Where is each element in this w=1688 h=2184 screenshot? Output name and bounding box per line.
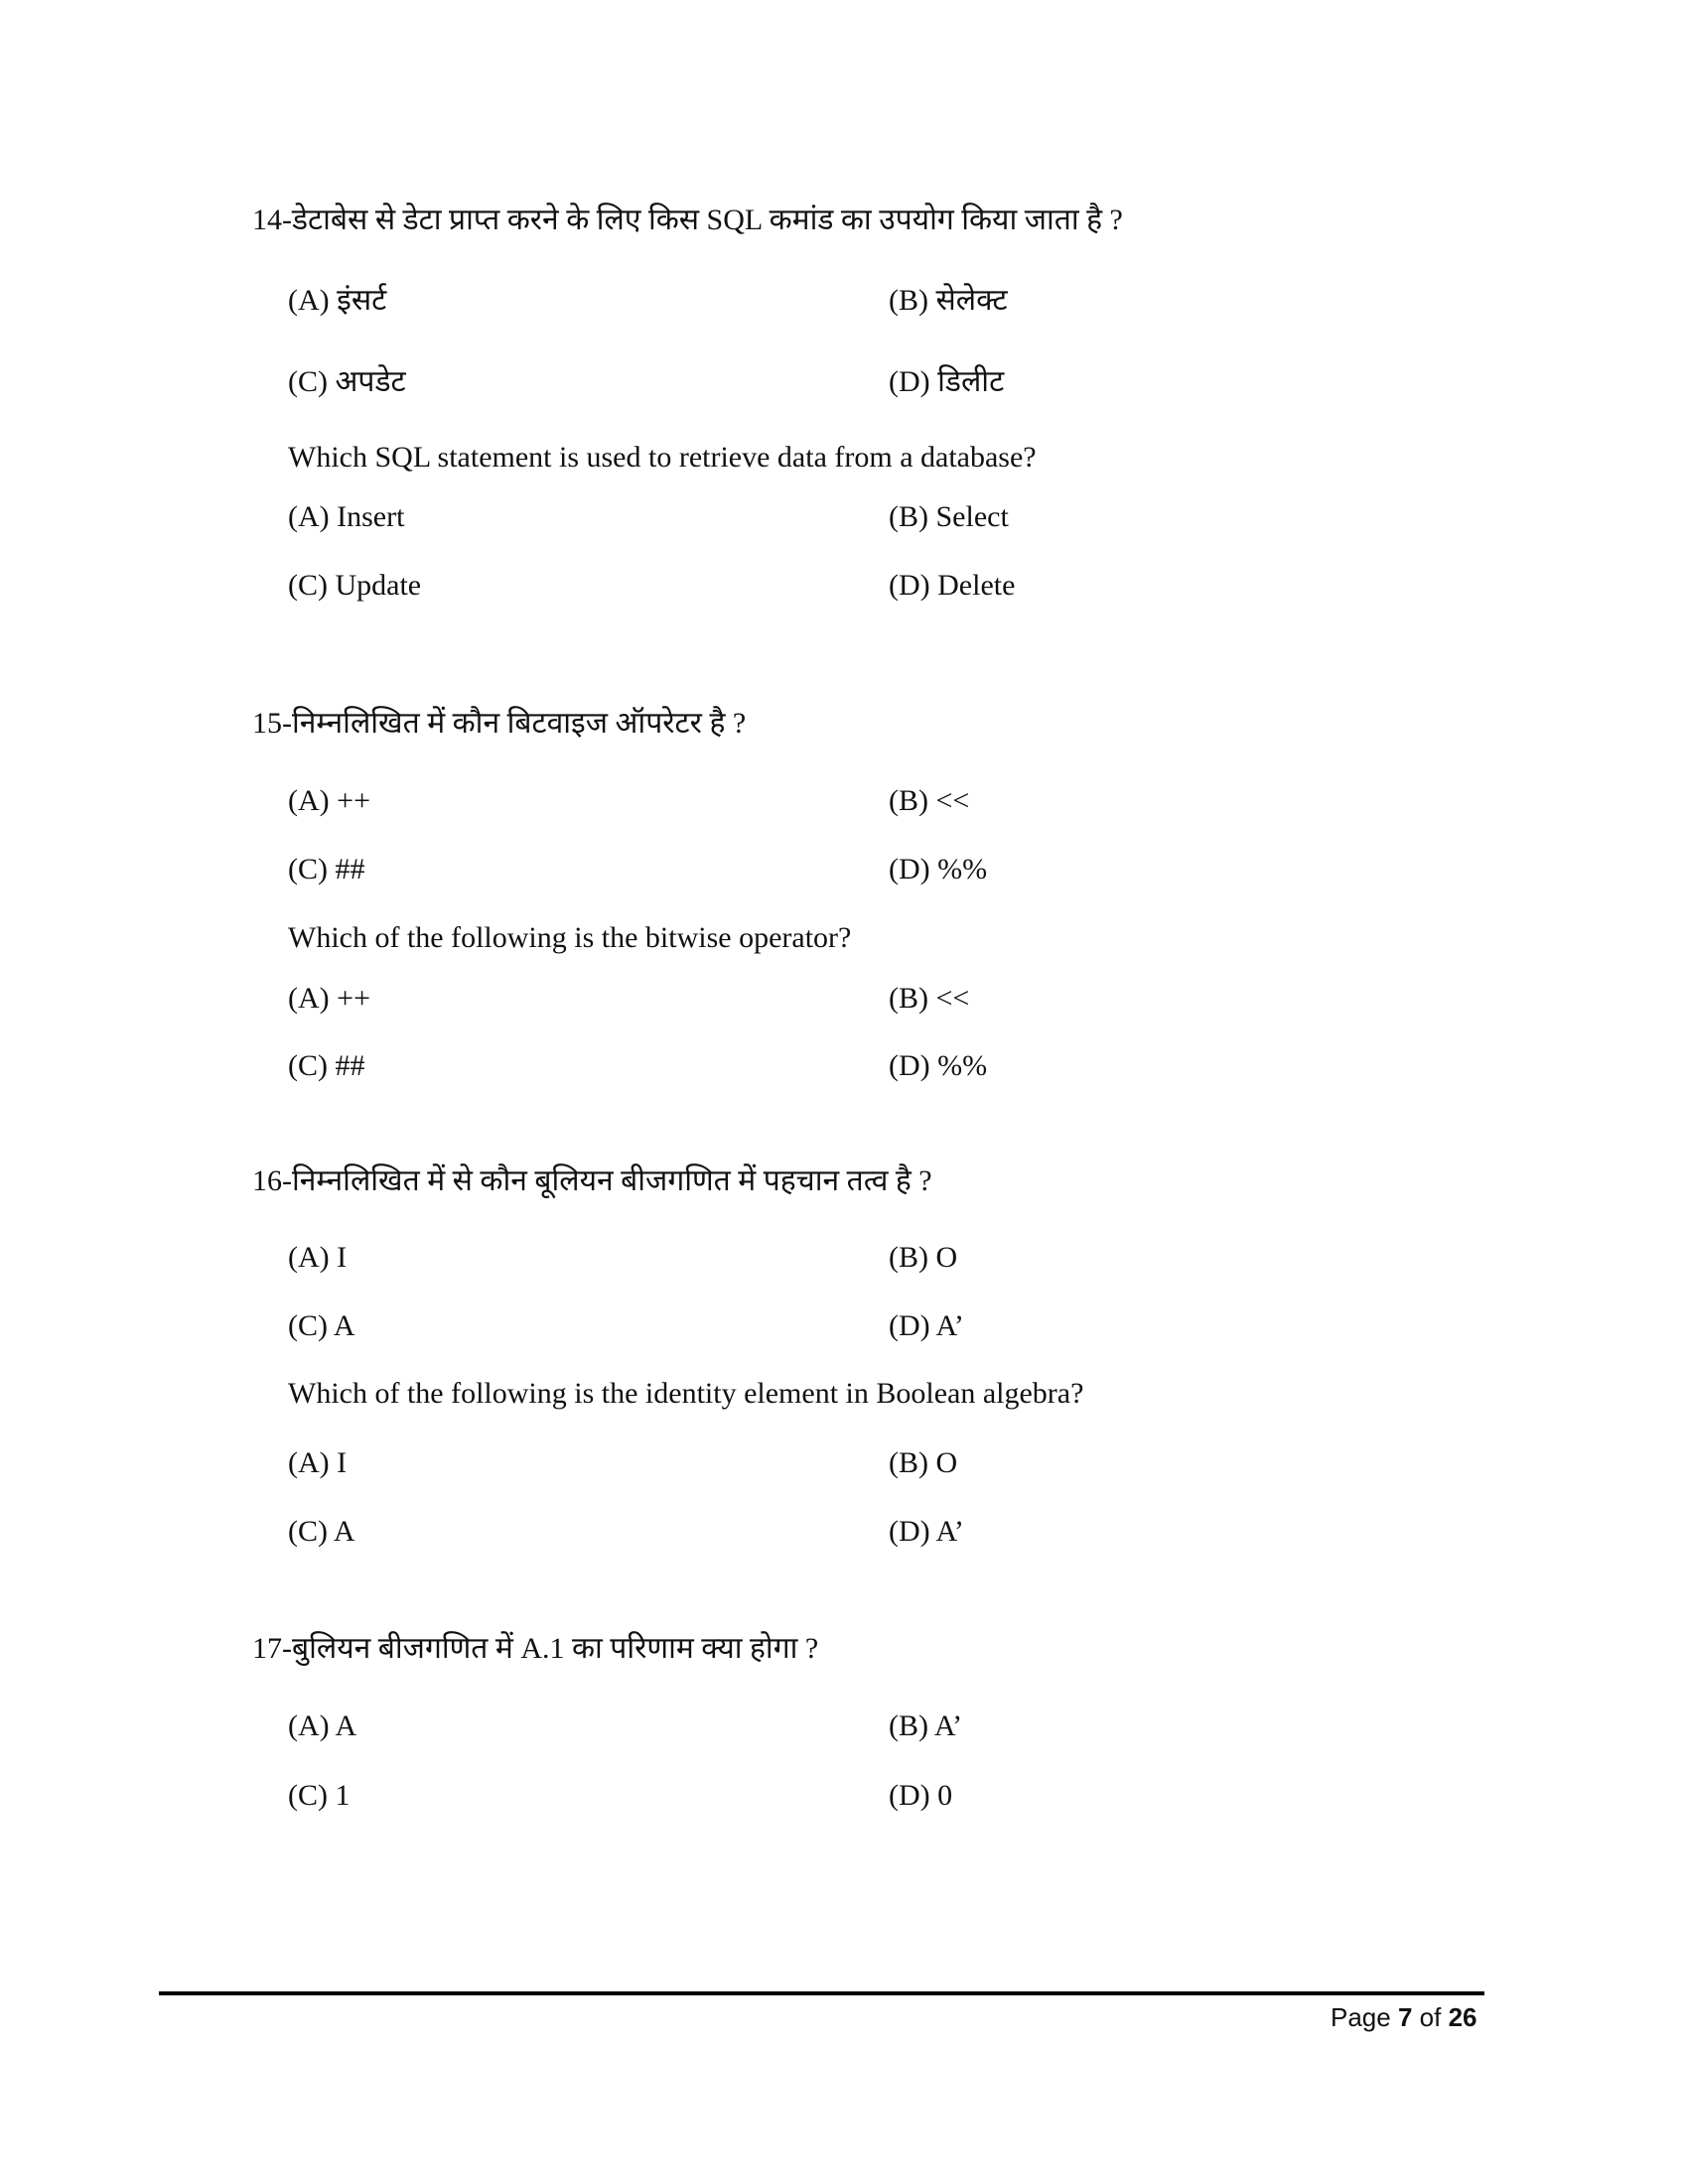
option-a: (A) A [288,1709,357,1742]
page-label: Page [1331,2002,1391,2032]
question-english: Which of the following is the bitwise operator? [288,921,852,954]
option-c: (C) A [288,1309,355,1342]
question-hindi: 14-डेटाबेस से डेटा प्राप्त करने के लिए किस SQL कमांड का उपयोग किया जाता है ? [252,204,1123,236]
option-c: (C) ## [288,1049,365,1082]
page-number-footer [1331,2002,1477,2033]
option-b: (B) Select [889,500,1009,533]
option-c: (C) A [288,1515,355,1548]
footer-divider [159,1991,1484,1995]
option-d: (D) Delete [889,569,1016,602]
option-b: (B) O [889,1446,958,1479]
option-a: (A) Insert [288,500,405,533]
option-d: (D) A’ [889,1515,964,1548]
option-d: (D) A’ [889,1309,964,1342]
option-d: (D) डिलीट [889,365,1005,398]
option-b: (B) A’ [889,1709,963,1742]
option-b: (B) << [889,982,970,1015]
option-d: (D) 0 [889,1779,953,1812]
current-page: 7 [1397,2002,1413,2032]
option-c: (C) ## [288,853,365,886]
option-c: (C) अपडेट [288,365,406,398]
question-hindi: 17-बुलियन बीजगणित में A.1 का परिणाम क्या होगा ? [252,1632,819,1665]
question-hindi: 16-निम्नलिखित में से कौन बूलियन बीजगणित में पहचान तत्व है ? [252,1164,932,1197]
question-english: Which SQL statement is used to retrieve data from a database? [288,441,1037,474]
option-a: (A) I [288,1241,348,1274]
option-a: (A) इंसर्ट [288,284,387,317]
option-b: (B) सेलेक्ट [889,284,1008,317]
option-a: (A) I [288,1446,348,1479]
total-pages: 26 [1448,2002,1477,2032]
option-d: (D) %% [889,1049,988,1082]
option-c: (C) Update [288,569,422,602]
option-c: (C) 1 [288,1779,351,1812]
option-a: (A) ++ [288,982,370,1015]
option-b: (B) O [889,1241,958,1274]
option-a: (A) ++ [288,784,370,817]
of-label: of [1419,2002,1442,2032]
option-b: (B) << [889,784,970,817]
question-english: Which of the following is the identity element in Boolean algebra? [288,1377,1084,1410]
question-hindi: 15-निम्नलिखित में कौन बिटवाइज ऑपरेटर है ? [252,707,747,740]
option-d: (D) %% [889,853,988,886]
